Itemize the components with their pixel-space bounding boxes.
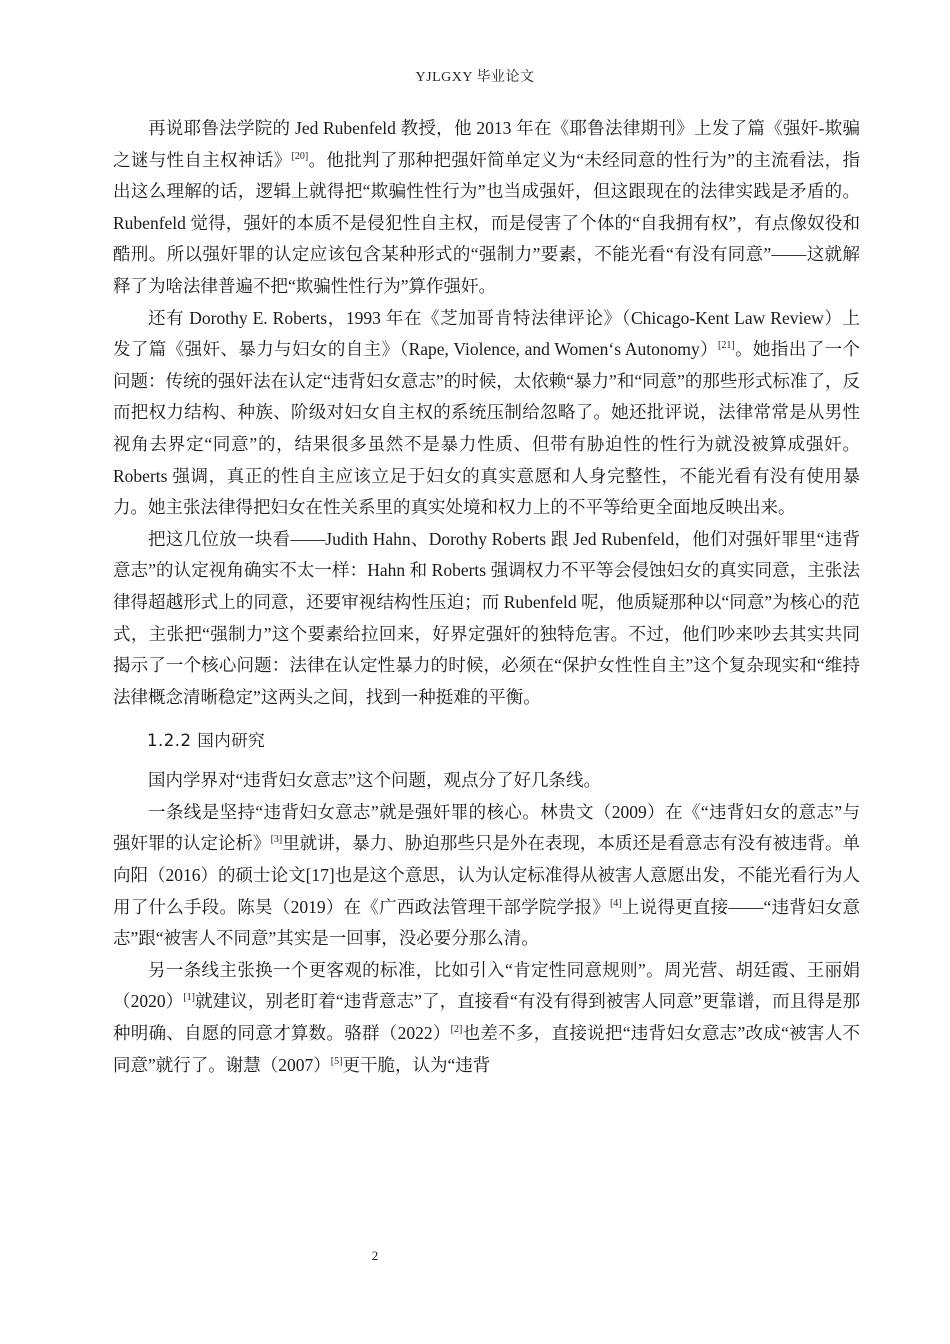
paragraph: [113, 303, 860, 524]
citation-ref: [21]: [718, 340, 735, 352]
paragraph-text: 一条线是坚持“违背妇女意志”就是强奸罪的核心。林贵文（2009）在《“违背妇女的意志”与强奸罪的认定论析》: [113, 801, 860, 854]
paragraph-text: 再说耶鲁法学院的 Jed Rubenfeld 教授，他 2013 年在《耶鲁法律期刊》上发了篇《强奸-欺骗之谜与性自主权神话》: [113, 118, 860, 170]
page-number: 2: [371, 1248, 379, 1263]
citation-ref: [1]: [183, 992, 195, 1004]
section-heading: 1.2.2 国内研究: [147, 731, 266, 751]
paragraph-text: 上说得更直接——“违背妇女意志”跟“被害人不同意”其实是一回事，没必要分那么清。: [113, 896, 860, 949]
paragraph-text: 里就讲，暴力、胁迫那些只是外在表现，本质还是看意志有没有被违背。单向阳（2016）的硕士论文[17]也是这个意思，认为认定标准得从被害人意愿出发，不能光看行为人用了什么手段。陈昊（2019）在《广西政法管理干部学院学报》: [113, 833, 861, 917]
paragraph: [113, 797, 860, 955]
citation-ref: [3]: [270, 834, 283, 846]
document-body: [113, 113, 860, 1081]
paragraph-text: 还有 Dorothy E. Roberts，1993 年在《芝加哥肯特法律评论》（Chicago-Kent Law Review）上发了篇《强奸、暴力与妇女的自主》（Rape, Violence, and Women‘s Autonomy）: [113, 307, 860, 360]
paragraph: [113, 113, 860, 303]
paragraph-text: 。他批判了那种把强奸简单定义为“未经同意的性行为”的主流看法，指出这么理解的话，逻辑上就得把“欺骗性性行为”也当成强奸，但这跟现在的法律实践是矛盾的。Rubenfeld 觉得，强奸的本质不是侵犯性自主权，而是侵害了个体的“自我拥有权”，有点像奴役和酷刑。所以强奸罪的认定应该包含某种形式的“强制力”要素，不能光看“有没有同意”——这就解释了为啥法律普遍不把“欺骗性性行为”算作强奸。: [113, 149, 860, 296]
paragraph: [113, 765, 860, 797]
citation-ref: [5]: [330, 1055, 343, 1067]
paragraphs-before-section: [113, 113, 860, 713]
paragraphs-after-section: [113, 765, 860, 1081]
paragraph-text: 国内学界对“违背妇女意志”这个问题，观点分了好几条线。: [148, 770, 602, 791]
paragraph-text: 也差不多，直接说把“违背妇女意志”改成“被害人不同意”就行了。谢慧（2007）: [113, 1023, 860, 1075]
paragraph-text: 把这几位放一块看——Judith Hahn、Dorothy Roberts 跟 Jed Rubenfeld，他们对强奸罪里“违背意志”的认定视角确实不太一样：Hahn 和 Roberts 强调权力不平等会侵蚀妇女的真实同意，主张法律得超越形式上的同意，还要审视结构性压迫；而 Rubenfeld 呢，他质疑那种以“同意”为核心的范式，主张把“强制力”这个要素给拉回来，好界定强奸的独特危害。不过，他们吵来吵去其实共同揭示了一个核心问题：法律在认定性暴力的时候，必须在“保护女性性自主”这个复杂现实和“维持法律概念清晰稳定”这两头之间，找到一种挺难的平衡。: [113, 528, 860, 707]
paragraph-text: 。她指出了一个问题：传统的强奸法在认定“违背妇女意志”的时候，太依赖“暴力”和“同意”的那些形式标准了，反而把权力结构、种族、阶级对妇女自主权的系统压制给忽略了。她还批评说，法律常常是从男性视角去界定“同意”的，结果很多虽然不是暴力性质、但带有胁迫性的性行为就没被算成强奸。Roberts 强调，真正的性自主应该立足于妇女的真实意愿和人身完整性，不能光看有没有使用暴力。她主张法律得把妇女在性关系里的真实处境和权力上的不平等给更全面地反映出来。: [113, 339, 861, 518]
paragraph-text: 更干脆，认为“违背: [342, 1054, 491, 1075]
page-header: YJLGXY 毕业论文: [415, 70, 535, 85]
paragraph: [113, 524, 860, 714]
citation-ref: [2]: [450, 1024, 463, 1036]
paragraph-text: 就建议，别老盯着“违背意志”了，直接看“有没有得到被害人同意”更靠谱，而且得是那种明确、自愿的同意才算数。骆群（2022）: [113, 991, 860, 1044]
paragraph-text: 另一条线主张换一个更客观的标准，比如引入“肯定性同意规则”。周光营、胡廷霞、王丽娟（2020）: [113, 959, 860, 1012]
citation-ref: [20]: [291, 150, 309, 162]
citation-ref: [4]: [609, 897, 622, 909]
paragraph: [113, 955, 860, 1081]
